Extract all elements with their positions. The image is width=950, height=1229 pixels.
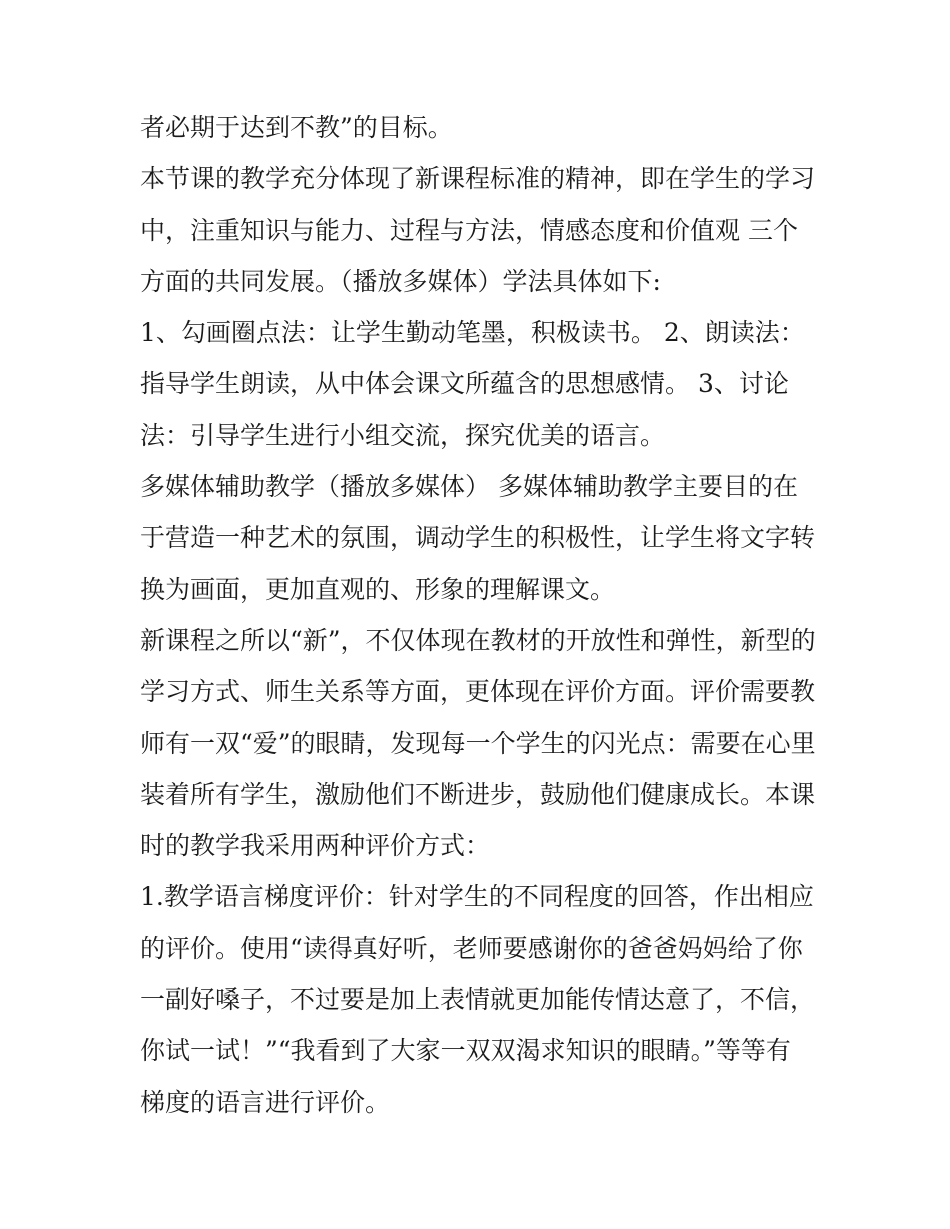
text-line: 本节课的教学充分体现了新课程标准的精神，即在学生的学习 xyxy=(140,164,816,194)
body-text xyxy=(140,102,830,1128)
text-line: 法：引导学生进行小组交流，探究优美的语言。 xyxy=(140,420,666,450)
text-line: 者必期于达到不教”的目标。 xyxy=(140,113,453,142)
text-line: 的评价。使用“读得真好听，老师要感谢你的爸爸妈妈给了你 xyxy=(140,933,803,963)
text-line: 师有一双“爱”的眼睛，发现每一个学生的闪光点：需要在心里 xyxy=(140,728,816,758)
text-line: 1.教学语言梯度评价：针对学生的不同程度的回答，作出相应 xyxy=(140,882,814,912)
text-line: 方面的共同发展。（播放多媒体）学法具体如下: xyxy=(140,266,661,296)
text-line: 换为画面，更加直观的、形象的理解课文。 xyxy=(140,574,616,604)
text-line: 于营造一种艺术的氛围，调动学生的积极性，让学生将文字转 xyxy=(140,523,816,553)
text-line: 时的教学我采用两种评价方式： xyxy=(140,831,491,861)
text-line: 新课程之所以“新”，不仅体现在教材的开放性和弹性，新型的 xyxy=(140,625,816,655)
text-line: 一副好嗓子，不过要是加上表情就更加能传情达意了，不信， xyxy=(140,985,816,1015)
text-line: 多媒体辅助教学（播放多媒体） 多媒体辅助教学主要目的在 xyxy=(140,472,798,502)
text-line: 你试一试！”“我看到了大家一双双渴求知识的眼睛。”等等有 xyxy=(140,1036,791,1066)
text-line: 中，注重知识与能力、过程与方法，情感态度和价值观 三个 xyxy=(140,215,798,245)
text-line: 装着所有学生，激励他们不断进步，鼓励他们健康成长。本课 xyxy=(140,779,816,809)
text-line: 梯度的语言进行评价。 xyxy=(140,1087,391,1117)
text-line: 指导学生朗读，从中体会课文所蕴含的思想感情。 3、讨论 xyxy=(140,369,789,399)
text-line: 学习方式、师生关系等方面，更体现在评价方面。评价需要教 xyxy=(140,677,816,707)
text-line: 1、勾画圈点法：让学生勤动笔墨，积极读书。 2、朗读法： xyxy=(140,318,805,348)
